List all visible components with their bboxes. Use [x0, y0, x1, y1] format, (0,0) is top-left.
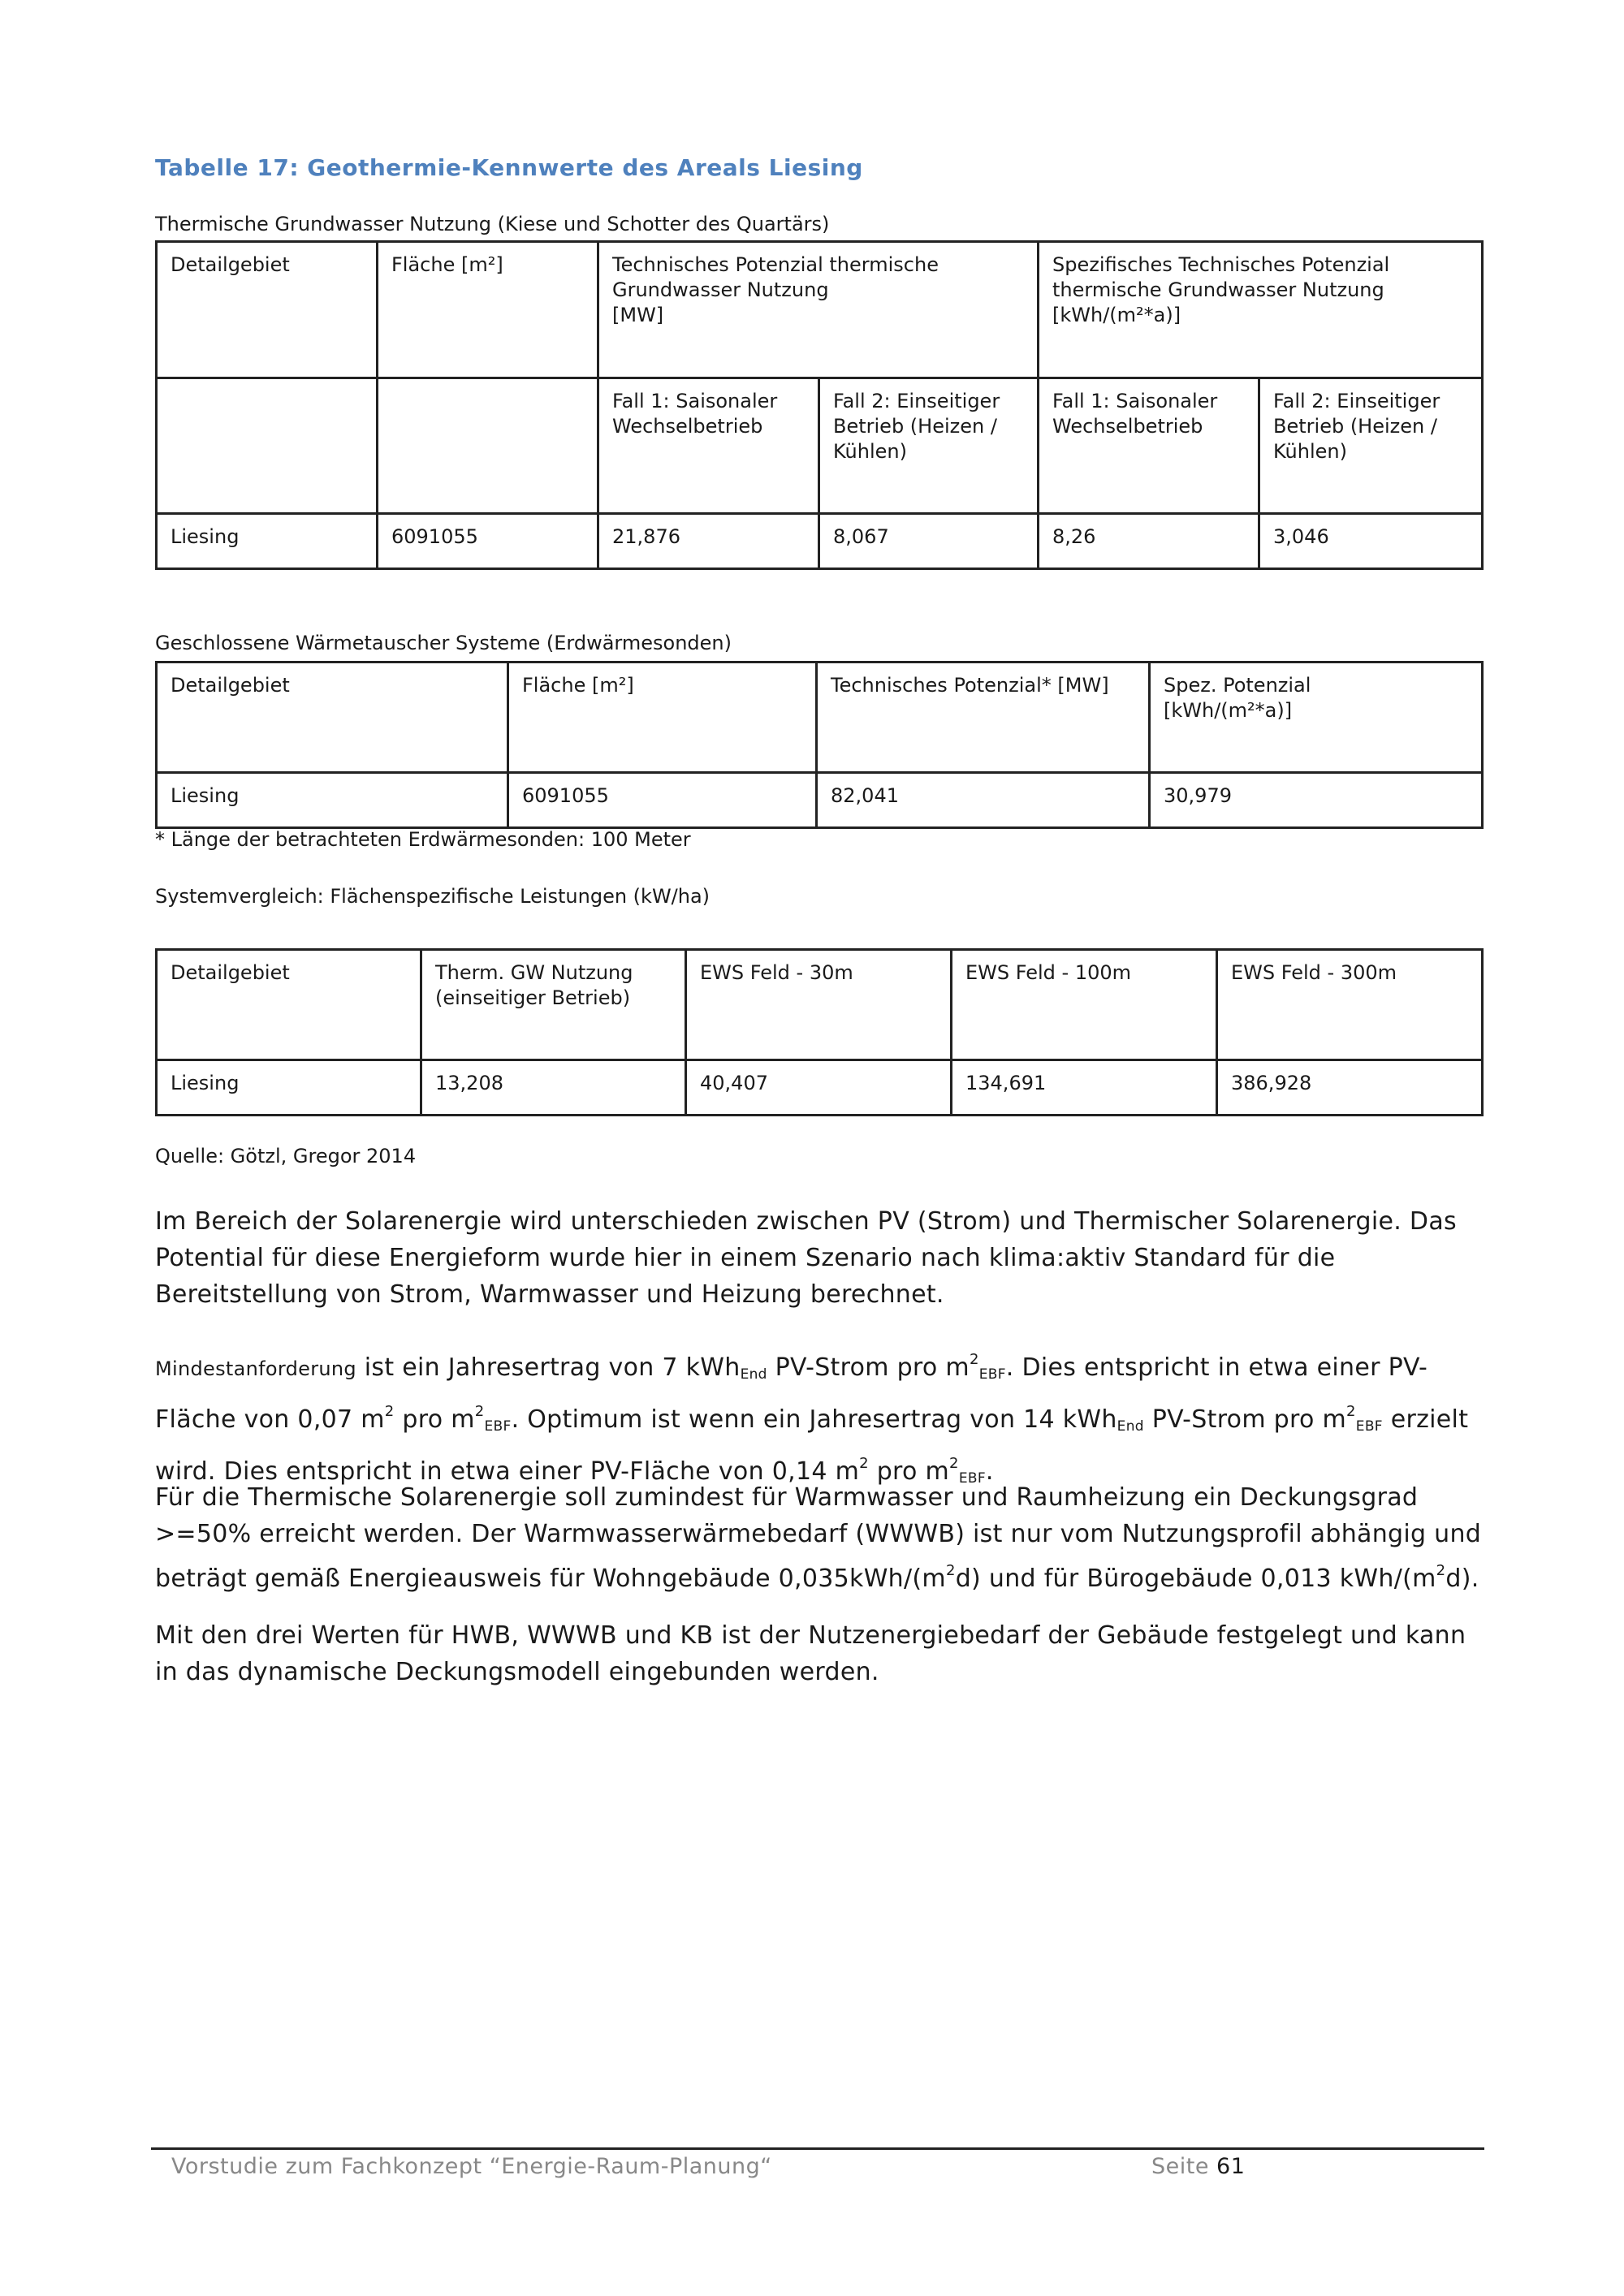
table-cell [157, 378, 378, 514]
table-cell: Liesing [157, 773, 508, 828]
table-header-cell: Spezifisches Technisches Potenzial thermische Grundwasser Nutzung [kWh/(m²*a)] [1039, 242, 1483, 378]
table-subheader-row [157, 378, 1483, 514]
table-header-cell: Technisches Potenzial thermische Grundwasser Nutzung [MW] [598, 242, 1039, 378]
table3-system-comparison [155, 948, 1484, 1116]
footer-document-title: Vorstudie zum Fachkonzept “Energie-Raum-Planung“ [171, 2154, 772, 2179]
table-cell: 40,407 [686, 1060, 952, 1116]
table3-label: Systemvergleich: Flächenspezifische Leistungen (kW/ha) [155, 885, 710, 908]
table-header-row [157, 662, 1483, 773]
table-header-cell: Detailgebiet [157, 242, 378, 378]
table-header-cell: EWS Feld - 30m [686, 950, 952, 1060]
table-cell: 82,041 [817, 773, 1150, 828]
table-cell: 21,876 [598, 514, 819, 569]
table2-footnote: * Länge der betrachteten Erdwärmesonden: 100 Meter [155, 828, 691, 851]
paragraph-pv-requirements: Mindestanforderung ist ein Jahresertrag von 7 kWh$_{End}$ PV-Strom pro $m^2_{EBF}$. Dies entspricht in etwa einer PV-Fläche von 0,07 $m^2$ pro $m^2_{EBF}$. Optimum ist wenn ein Jahresertrag von 14 kWh$_{End}$ PV-Strom pro $m^2_{EBF}$ erzielt wird. Dies entspricht in etwa einer PV-Fläche von 0,14 $m^2$ pro $m^2_{EBF}$. [155, 1351, 1469, 1487]
table-header-row [157, 950, 1483, 1060]
table-cell: 3,046 [1259, 514, 1483, 569]
table1-thermal-groundwater [155, 240, 1484, 570]
table-subheader-cell: Fall 2: Einseitiger Betrieb (Heizen / Kühlen) [1259, 378, 1483, 514]
table-header-cell: Technisches Potenzial* [MW] [817, 662, 1150, 773]
table-cell [378, 378, 598, 514]
table-subheader-cell: Fall 1: Saisonaler Wechselbetrieb [598, 378, 819, 514]
footer-page-number: 61 [1216, 2154, 1246, 2179]
table-cell: 13,208 [421, 1060, 686, 1116]
table-row [157, 773, 1483, 828]
table-cell: 8,067 [819, 514, 1039, 569]
table-header-cell: Detailgebiet [157, 662, 508, 773]
table-header-cell: Spez. Potenzial [kWh/(m²*a)] [1150, 662, 1483, 773]
table2-label: Geschlossene Wärmetauscher Systeme (Erdwärmesonden) [155, 632, 732, 654]
paragraph-thermal-solar: Für die Thermische Solarenergie soll zumindest für Warmwasser und Raumheizung ein Deckungsgrad >=50% erreicht werden. Der Warmwasserwärmebedarf (WWWB) ist nur vom Nutzungsprofil abhängig und beträgt gemäß Energieausweis für Wohngebäude $0,035kWh/(m^2d)$ und für Bürogebäude 0,013 kWh/$(m^2d)$. [155, 1483, 1482, 1593]
footer-page-indicator [1151, 2154, 1245, 2179]
table-caption: Tabelle 17: Geothermie-Kennwerte des Areals Liesing [155, 154, 863, 181]
table-subheader-cell: Fall 1: Saisonaler Wechselbetrieb [1039, 378, 1259, 514]
table-header-cell: EWS Feld - 300m [1217, 950, 1483, 1060]
table-header-cell: Therm. GW Nutzung (einseitiger Betrieb) [421, 950, 686, 1060]
table-header-cell: Detailgebiet [157, 950, 421, 1060]
table1-label: Thermische Grundwasser Nutzung (Kiese und Schotter des Quartärs) [155, 213, 830, 235]
table-cell: 30,979 [1150, 773, 1483, 828]
source-note: Quelle: Götzl, Gregor 2014 [155, 1145, 417, 1167]
table-cell: 386,928 [1217, 1060, 1483, 1116]
table2-borehole-systems [155, 661, 1484, 829]
table-cell: Liesing [157, 1060, 421, 1116]
table-header-cell: Fläche [m²] [508, 662, 817, 773]
table-row [157, 514, 1483, 569]
table-cell: 134,691 [952, 1060, 1217, 1116]
footer-page-label: Seite [1151, 2154, 1209, 2179]
table-header-cell: EWS Feld - 100m [952, 950, 1217, 1060]
table-cell: Liesing [157, 514, 378, 569]
table-header-row [157, 242, 1483, 378]
table-cell: 6091055 [378, 514, 598, 569]
table-subheader-cell: Fall 2: Einseitiger Betrieb (Heizen / Kühlen) [819, 378, 1039, 514]
paragraph-solar-intro: Im Bereich der Solarenergie wird unterschieden zwischen PV (Strom) und Thermischer Solarenergie. Das Potential für diese Energieform wurde hier in einem Szenario nach klima:aktiv Standard für die Bereitstellung von Strom, Warmwasser und Heizung berechnet. [155, 1207, 1457, 1309]
paragraph-demand-model: Mit den drei Werten für HWB, WWWB und KB ist der Nutzenergiebedarf der Gebäude festgelegt und kann in das dynamische Deckungsmodell eingebunden werden. [155, 1621, 1466, 1686]
table-header-cell: Fläche [m²] [378, 242, 598, 378]
table-cell: 8,26 [1039, 514, 1259, 569]
table-row [157, 1060, 1483, 1116]
footer-divider [151, 2147, 1484, 2150]
table-cell: 6091055 [508, 773, 817, 828]
